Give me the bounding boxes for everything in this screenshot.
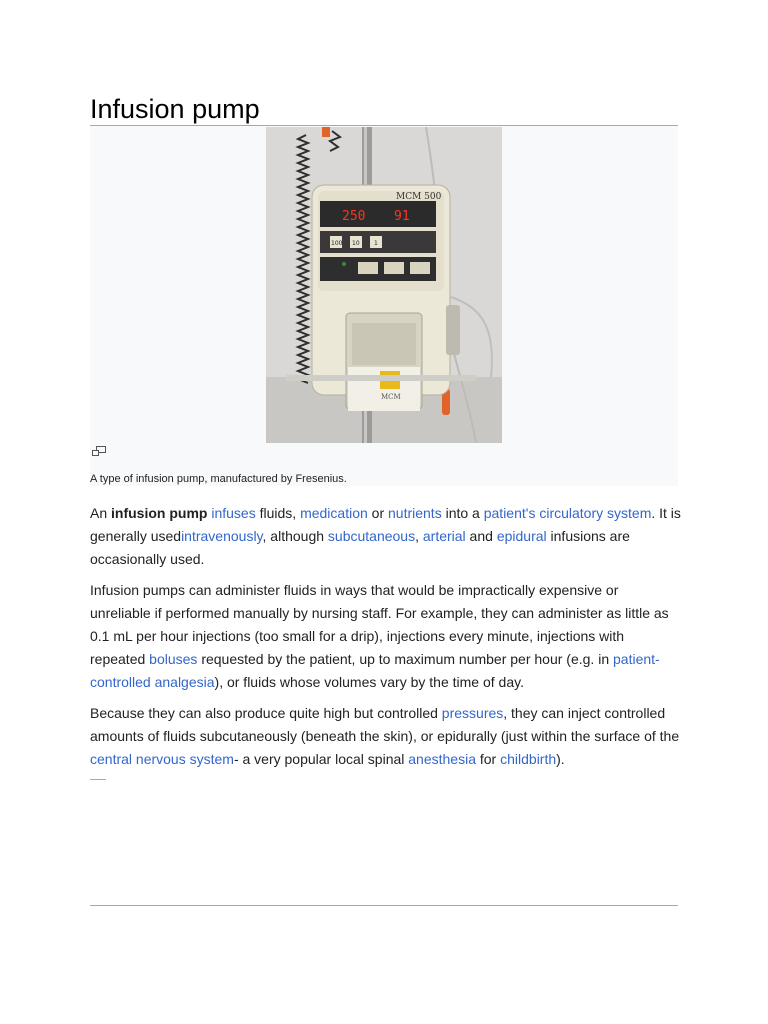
magnify-clip-icon[interactable] [92, 446, 106, 456]
text-run: for [475, 751, 501, 767]
text-run: and [465, 528, 497, 544]
article-link[interactable]: patient's circulatory system [483, 505, 652, 521]
article-link[interactable]: infuses [211, 505, 256, 521]
image-thumbnail [90, 126, 678, 486]
key-100: 100 [331, 240, 343, 247]
text-run: into a [441, 505, 484, 521]
article-link[interactable]: childbirth [500, 751, 557, 767]
article-link[interactable]: subcutaneous [327, 528, 416, 544]
article-link[interactable]: intravenously [181, 528, 263, 544]
key-1: 1 [374, 240, 378, 247]
references-divider [90, 779, 106, 780]
key-10: 10 [352, 240, 360, 247]
text-run: . It is generally used [90, 505, 681, 544]
brand-label: MCM [381, 393, 401, 401]
article-link[interactable]: pressures [441, 705, 504, 721]
model-label: MCM 500 [396, 192, 442, 202]
text-run: Infusion pumps can administer fluids in ways that would be impractically expensive or unreliable if performed manually by nursing staff. For example, they can administer as little as 0.1 mL per hour injections (too small for a drip), injections every minute, injections with repeated [90, 582, 669, 667]
article-link[interactable]: patient-controlled analgesia [90, 651, 660, 690]
footer-divider [90, 905, 678, 906]
article-link[interactable]: central nervous system [90, 751, 234, 767]
text-run: requested by the patient, up to maximum number per hour (e.g. in [197, 651, 613, 667]
text-run: fluids, [255, 505, 301, 521]
paragraph [90, 502, 682, 571]
display-left-readout: 250 [342, 209, 366, 224]
display-right-readout: 91 [394, 209, 410, 224]
text-run: , they can inject controlled amounts of fluids subcutaneously (beneath the skin), or epidurally (just within the surface of the [90, 705, 680, 744]
text-run: Because they can also produce quite high but controlled [90, 705, 442, 721]
article-link[interactable]: nutrients [388, 505, 442, 521]
paragraph [90, 579, 682, 694]
article-body [90, 502, 682, 779]
article-link[interactable]: boluses [149, 651, 198, 667]
page-title: Infusion pump [90, 94, 260, 124]
text-run: An [90, 505, 112, 521]
bold-term: infusion pump [111, 505, 208, 521]
article-link[interactable]: arterial [422, 528, 466, 544]
text-run: or [367, 505, 388, 521]
text-run: ). [556, 751, 565, 767]
text-run: , although [262, 528, 328, 544]
text-run: infusions are occasionally used. [90, 528, 630, 567]
infusion-pump-photo[interactable] [266, 127, 502, 443]
article-link[interactable]: epidural [496, 528, 547, 544]
article-link[interactable]: medication [300, 505, 368, 521]
paragraph [90, 702, 682, 771]
image-caption: A type of infusion pump, manufactured by Fresenius. [90, 473, 347, 485]
text-run: ), or fluids whose volumes vary by the time of day. [214, 674, 524, 690]
infusion-pump-image [266, 127, 502, 443]
text-run: , [415, 528, 423, 544]
article-link[interactable]: anesthesia [408, 751, 476, 767]
text-run: - a very popular local spinal [233, 751, 409, 767]
